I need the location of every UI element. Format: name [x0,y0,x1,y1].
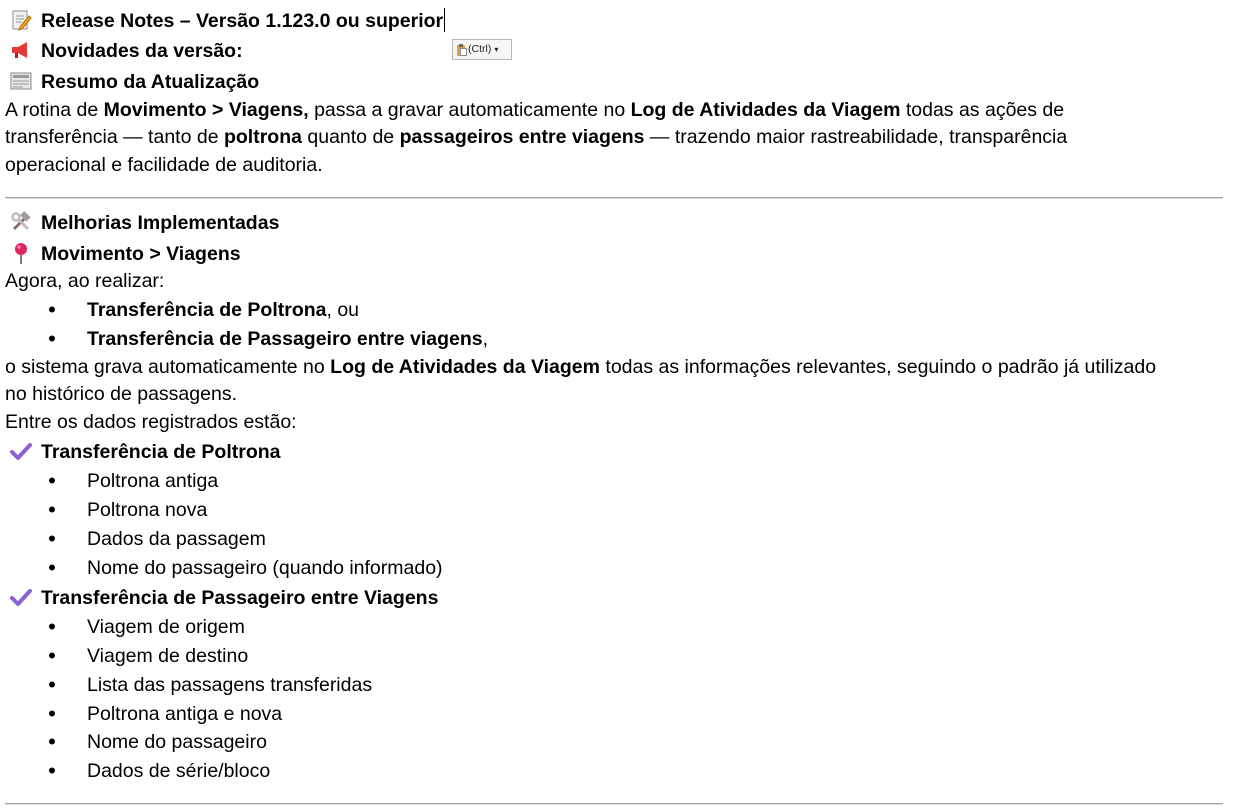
list-item: Poltrona nova [87,499,208,521]
bullet-icon: • [48,297,56,322]
list-item: Viagem de destino [87,645,249,667]
bullet-icon: • [48,729,56,754]
horizontal-divider [5,803,1223,805]
paste-options-button[interactable] [452,39,512,60]
poltrona-heading: Transferência de Poltrona [41,441,281,463]
paste-options-label: (Ctrl) [468,43,492,55]
resumo-paragraph-line-1: A rotina de Movimento > Viagens, passa a gravar automaticamente no Log de Atividades da Viagem todas as ações de [5,99,1065,121]
list-item: Transferência de Poltrona, ou [87,299,360,321]
bullet-icon: • [48,643,56,668]
text-cursor [444,8,445,32]
check-mark-icon [8,439,34,465]
list-item: Dados da passagem [87,528,266,550]
bullet-icon: • [48,526,56,551]
list-item: Dados de série/bloco [87,760,271,782]
bullet-icon: • [48,497,56,522]
melhorias-heading: Melhorias Implementadas [41,212,280,234]
list-item: Viagem de origem [87,616,245,638]
resumo-paragraph-line-2: transferência — tanto de poltrona quanto de passageiros entre viagens — trazendo maior rastreabilidade, transparência [5,126,1068,148]
check-mark-icon [8,585,34,611]
resumo-heading: Resumo da Atualização [41,71,260,93]
list-item: Transferência de Passageiro entre viagens, [87,328,489,350]
hammer-wrench-icon [8,210,34,236]
bullet-icon: • [48,672,56,697]
megaphone-icon [8,38,34,64]
melhorias-intro: Agora, ao realizar: [5,270,165,292]
novidades-heading: Novidades da versão: [41,40,243,62]
chevron-down-icon: ▾ [494,45,499,54]
bullet-icon: • [48,468,56,493]
bullet-icon: • [48,701,56,726]
list-item: Poltrona antiga [87,470,219,492]
page-title: Release Notes – Versão 1.123.0 ou superior [41,10,444,32]
horizontal-divider [5,197,1223,199]
memo-icon [8,8,34,34]
melhorias-paragraph-line-2: no histórico de passagens. [5,383,237,405]
round-pushpin-icon [8,241,34,267]
list-item: Lista das passagens transferidas [87,674,373,696]
movimento-viagens-subheading: Movimento > Viagens [41,243,241,265]
resumo-paragraph-line-3: operacional e facilidade de auditoria. [5,154,323,176]
bullet-icon: • [48,614,56,639]
list-item: Nome do passageiro (quando informado) [87,557,443,579]
melhorias-paragraph-line-1: o sistema grava automaticamente no Log de Atividades da Viagem todas as informações relevantes, seguindo o padrão já utilizado [5,356,1157,378]
passageiro-heading: Transferência de Passageiro entre Viagens [41,587,439,609]
bullet-icon: • [48,758,56,783]
list-item: Nome do passageiro [87,731,267,753]
bullet-icon: • [48,326,56,351]
newspaper-icon [8,69,34,95]
melhorias-paragraph-line-3: Entre os dados registrados estão: [5,411,297,433]
list-item: Poltrona antiga e nova [87,703,283,725]
bullet-icon: • [48,555,56,580]
clipboard-icon [457,44,466,56]
